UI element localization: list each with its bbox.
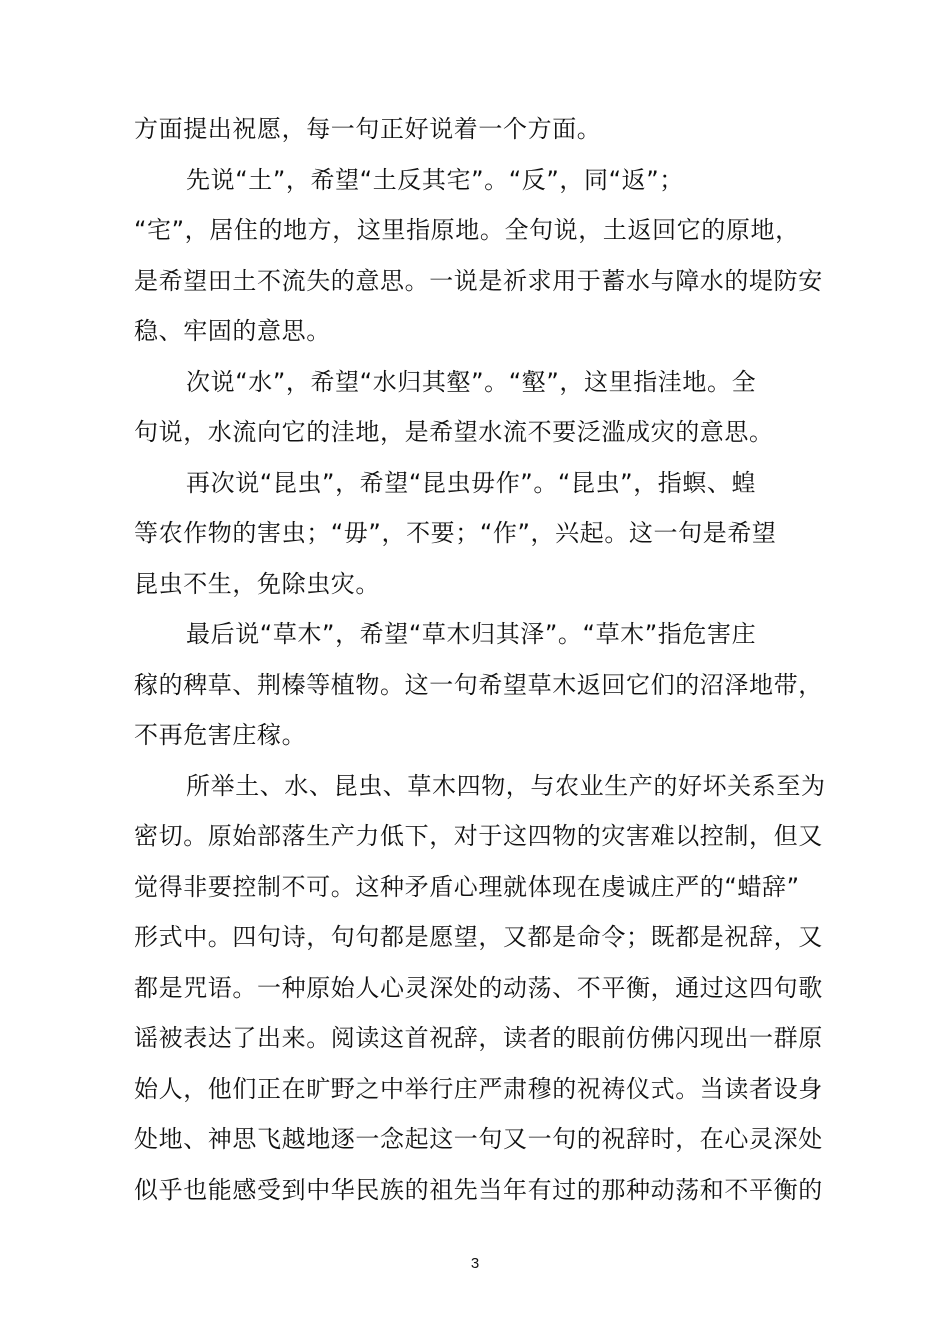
text-line: 稳、牢固的意思。	[134, 317, 331, 345]
paragraph-first-line: 先说“土”，希望“土反其宅”。“反”，同“返”；	[186, 165, 684, 194]
text-line: 始人，他们正在旷野之中举行庄严肃穆的祝祷仪式。当读者设身	[134, 1074, 823, 1103]
paragraph-first-line: 所举土、水、昆虫、草木四物，与农业生产的好坏关系至为	[186, 771, 826, 800]
text-line: 昆虫不生，免除虫灾。	[134, 569, 380, 598]
text-line: 似乎也能感受到中华民族的祖先当年有过的那种动荡和不平衡的	[134, 1175, 823, 1204]
paragraph-first-line: 最后说“草木”，希望“草木归其泽”。“草木”指危害庄	[186, 620, 757, 648]
text-line: 处地、神思飞越地逐一念起这一句又一句的祝辞时，在心灵深处	[134, 1125, 823, 1153]
text-line: “宅”，居住的地方，这里指原地。全句说，土返回它的原地，	[134, 216, 800, 244]
text-line: 方面提出祝愿，每一句正好说着一个方面。	[134, 115, 602, 143]
text-line: 谣被表达了出来。阅读这首祝辞，读者的眼前仿佛闪现出一群原	[134, 1024, 823, 1052]
text-line: 是希望田土不流失的意思。一说是祈求用于蓄水与障水的堤防安	[134, 266, 823, 295]
paragraph-first-line: 次说“水”，希望“水归其壑”。“壑”，这里指洼地。全	[186, 367, 757, 396]
body-text	[134, 104, 824, 1215]
paragraph-first-line: 再次说“昆虫”，希望“昆虫毋作”。“昆虫”，指螟、蝗	[186, 468, 757, 497]
text-line: 句说，水流向它的洼地，是希望水流不要泛滥成灾的意思。	[134, 418, 774, 446]
page-number: 3	[470, 1255, 480, 1272]
text-line: 稼的稗草、荆榛等植物。这一句希望草木返回它们的沼泽地带，	[134, 670, 823, 699]
text-line: 觉得非要控制不可。这种矛盾心理就体现在虔诚庄严的“蜡辞”	[134, 872, 800, 901]
text-line: 不再危害庄稼。	[134, 721, 307, 749]
text-line: 都是咒语。一种原始人心灵深处的动荡、不平衡，通过这四句歌	[134, 973, 823, 1002]
text-line: 等农作物的害虫；“毋”，不要；“作”，兴起。这一句是希望	[134, 519, 777, 547]
text-line: 形式中。四句诗，句句都是愿望，又都是命令；既都是祝辞，又	[134, 923, 823, 951]
text-line: 密切。原始部落生产力低下，对于这四物的灾害难以控制，但又	[134, 822, 823, 850]
